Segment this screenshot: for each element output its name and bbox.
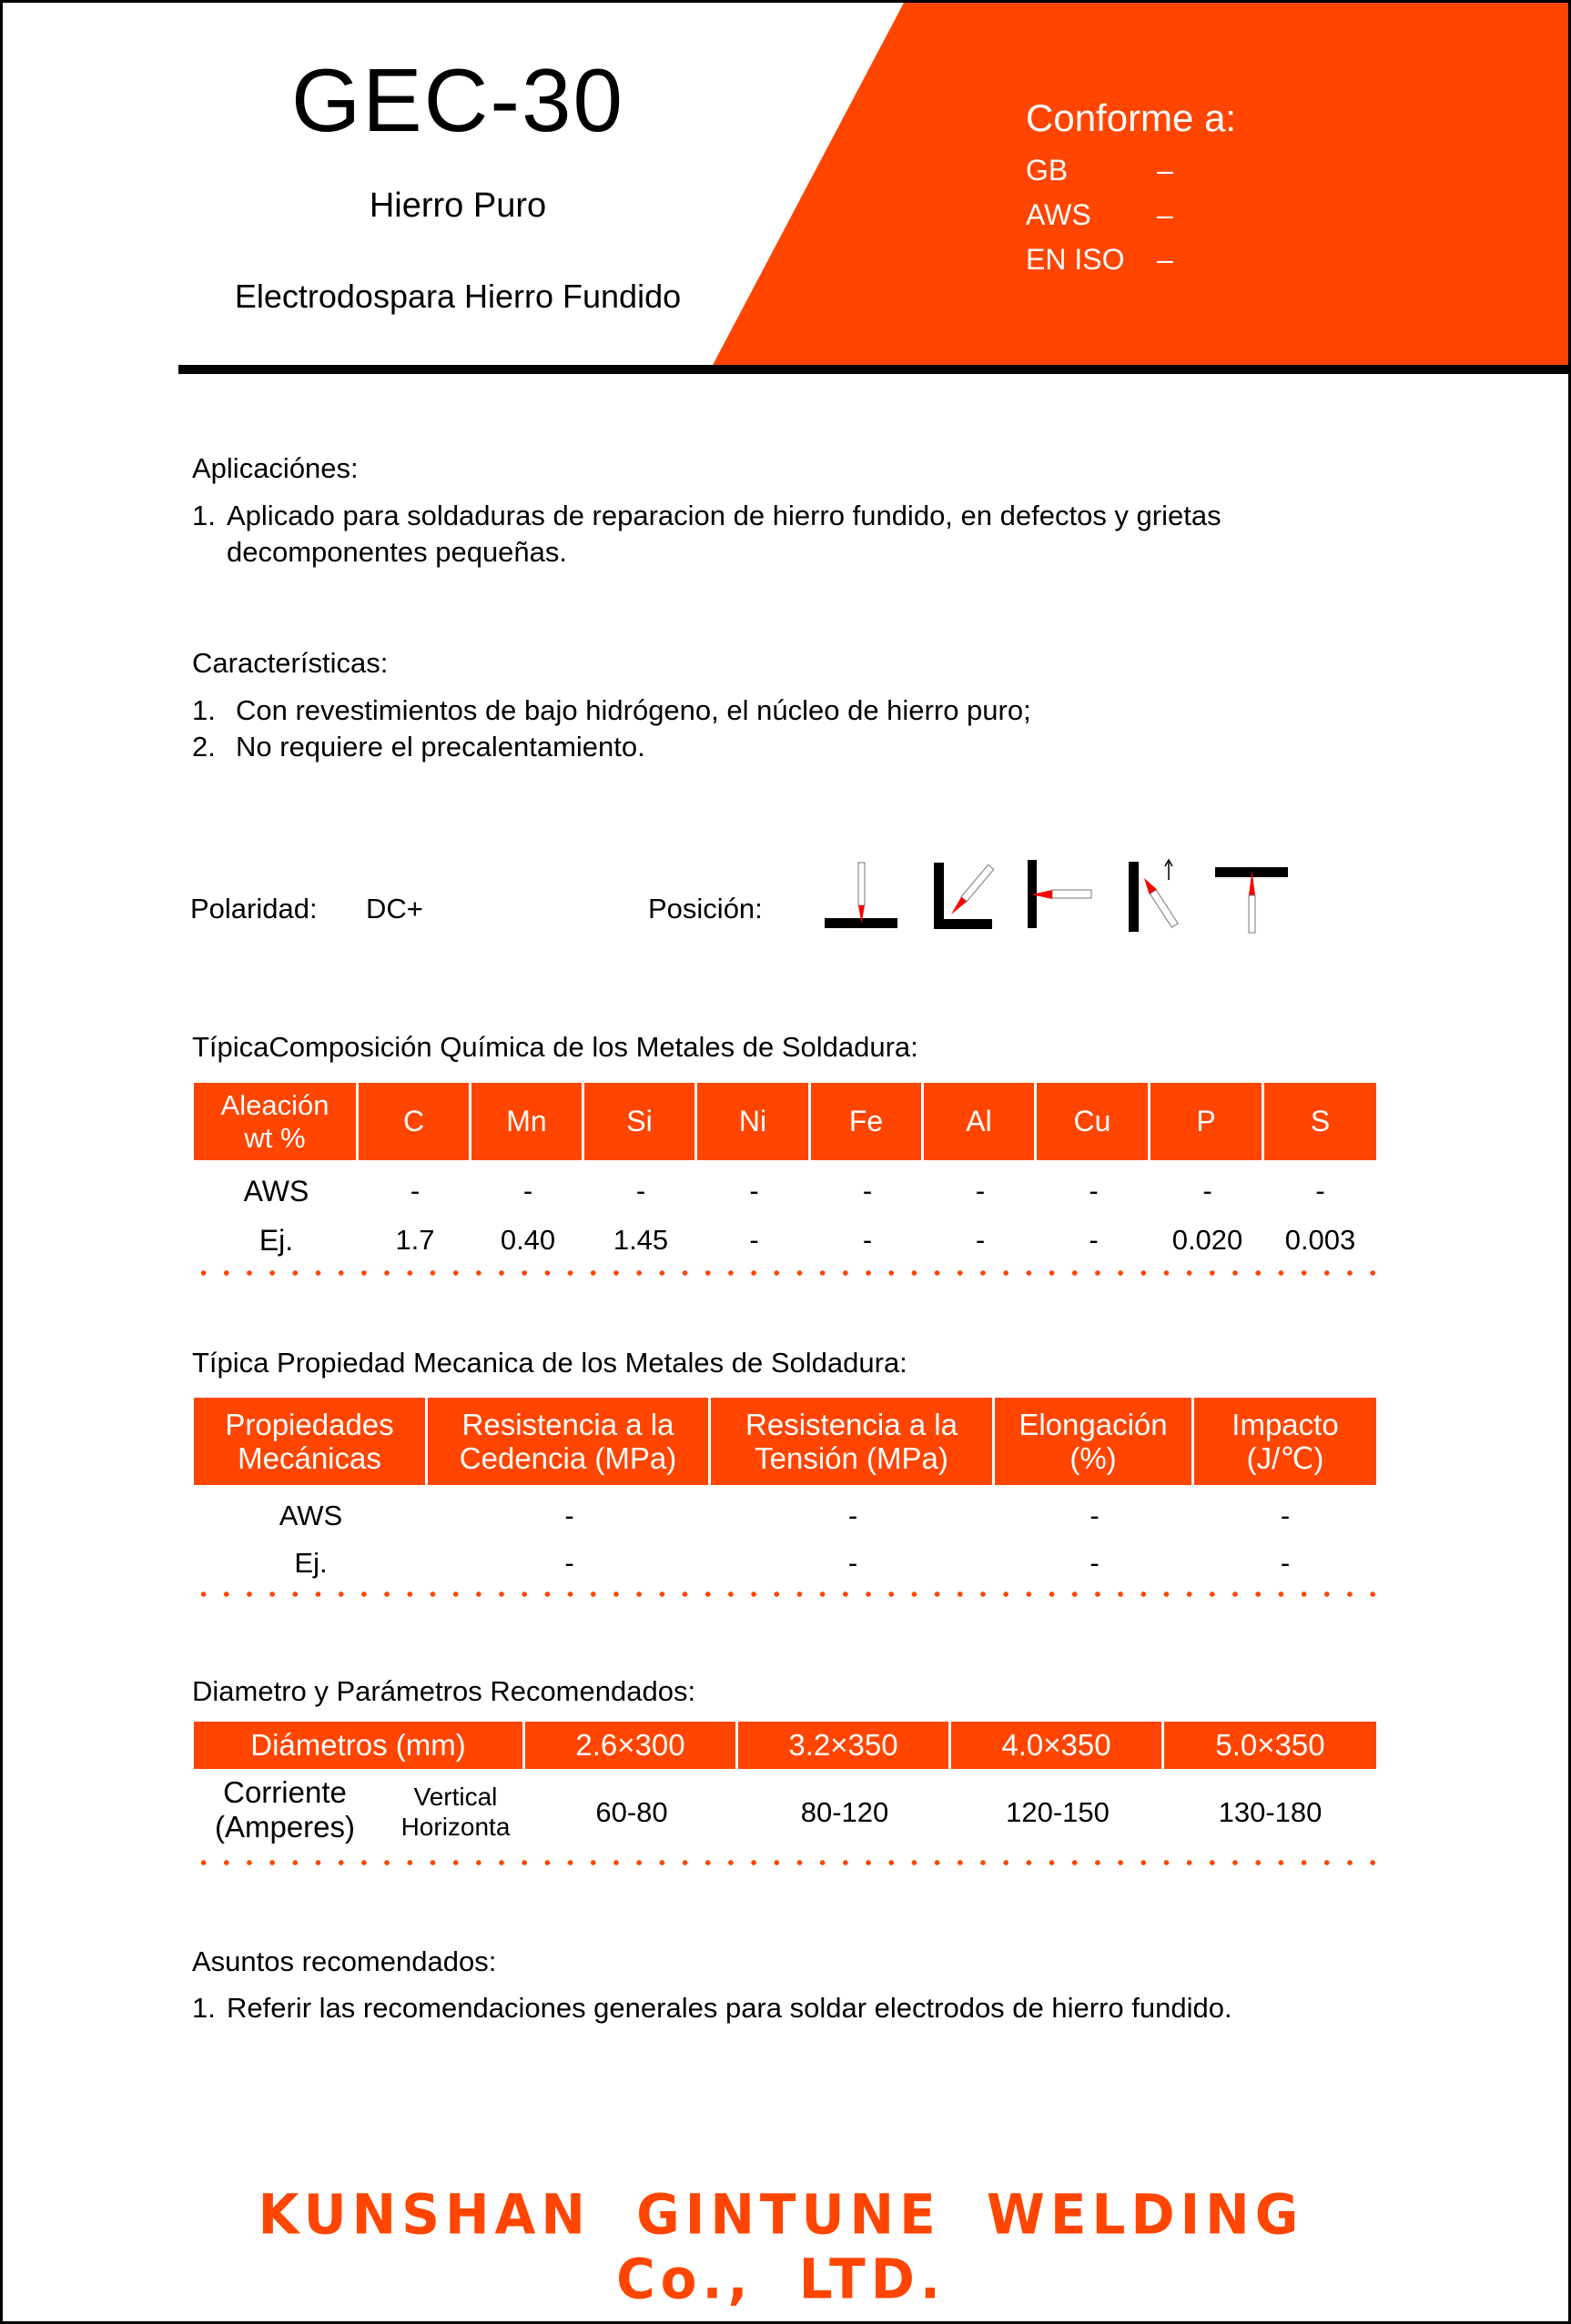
table-cell: - bbox=[522, 1175, 533, 1207]
column-header-element: Mn bbox=[471, 1083, 584, 1160]
column-header-element: Cu bbox=[1037, 1083, 1150, 1160]
table-cell: - bbox=[847, 1547, 858, 1579]
overhead-position-icon bbox=[1215, 867, 1288, 933]
column-header-element: C bbox=[359, 1083, 471, 1160]
dotted-separator bbox=[192, 1860, 1375, 1865]
table-cell: - bbox=[1090, 1500, 1100, 1531]
characteristics-item bbox=[192, 729, 645, 765]
table-cell: - bbox=[749, 1224, 759, 1256]
current-label bbox=[194, 1775, 376, 1844]
label-line: Horizonta bbox=[400, 1813, 511, 1841]
column-header-diameter: Diámetros (mm) bbox=[194, 1722, 525, 1769]
header-line: (J/℃) bbox=[1246, 1441, 1324, 1475]
conformity-row bbox=[1026, 241, 1173, 278]
table-cell: - bbox=[862, 1224, 873, 1256]
column-header-impact bbox=[1194, 1398, 1376, 1485]
header-line: Mecánicas bbox=[238, 1441, 381, 1475]
label-line: (Amperes) bbox=[214, 1810, 356, 1844]
standard-value: – bbox=[1157, 154, 1173, 187]
table-cell: - bbox=[749, 1175, 759, 1207]
standard-name: GB bbox=[1026, 154, 1069, 187]
table-cell: - bbox=[635, 1175, 646, 1207]
recommended-item bbox=[192, 1990, 1232, 2026]
column-header-tensile bbox=[711, 1398, 995, 1485]
column-header-elongation bbox=[995, 1398, 1194, 1485]
table-cell: - bbox=[847, 1500, 858, 1531]
column-header-element: S bbox=[1310, 1105, 1331, 1137]
standard-name: AWS bbox=[1026, 198, 1091, 231]
conformity-row bbox=[1026, 197, 1173, 233]
label-line: Corriente bbox=[223, 1775, 347, 1809]
product-subtitle: Hierro Puro bbox=[369, 187, 547, 225]
table-cell: - bbox=[1280, 1500, 1291, 1531]
row-label: AWS bbox=[279, 1500, 343, 1531]
item-text: Con revestimientos de bajo hidrógeno, el núcleo de hierro puro; bbox=[236, 694, 1031, 726]
item-number: 1. bbox=[192, 500, 216, 531]
header-line: Resistencia a la bbox=[745, 1408, 958, 1441]
header-line: Aleación bbox=[220, 1088, 329, 1121]
header-line: Resistencia a la bbox=[461, 1408, 674, 1441]
header-line: wt % bbox=[244, 1121, 306, 1154]
table-cell: - bbox=[1202, 1175, 1212, 1207]
dotted-separator bbox=[192, 1591, 1375, 1597]
item-number: 2. bbox=[192, 731, 216, 763]
applications-item-continuation: decomponentes pequeñas. bbox=[227, 536, 568, 568]
table-cell: 0.020 bbox=[1171, 1224, 1243, 1256]
product-code: GEC-30 bbox=[290, 50, 624, 150]
current-range: 80-120 bbox=[800, 1796, 889, 1828]
horizontal-fillet-position-icon bbox=[934, 863, 994, 929]
table-cell: - bbox=[564, 1500, 574, 1531]
position-sublabel bbox=[376, 1782, 535, 1842]
column-header-size: 5.0×350 bbox=[1215, 1728, 1325, 1762]
row-label: AWS bbox=[243, 1175, 309, 1207]
recommended-title: Asuntos recomendados: bbox=[192, 1945, 497, 1977]
position-label: Posición: bbox=[648, 893, 763, 925]
current-range: 60-80 bbox=[595, 1796, 668, 1828]
chemical-title: TípicaComposición Química de los Metales de Soldadura: bbox=[192, 1031, 918, 1063]
label-line: Vertical bbox=[413, 1783, 498, 1811]
column-header-alloy bbox=[194, 1083, 359, 1160]
table-cell: - bbox=[862, 1175, 873, 1207]
table-cell: - bbox=[410, 1175, 421, 1207]
chemical-table-header bbox=[194, 1083, 1376, 1160]
column-header-size: 2.6×300 bbox=[525, 1722, 738, 1769]
column-header-properties bbox=[194, 1398, 428, 1485]
column-header-element: Al bbox=[924, 1083, 1037, 1160]
item-number: 1. bbox=[192, 1992, 216, 2024]
current-range: 130-180 bbox=[1218, 1796, 1323, 1828]
row-label: Ej. bbox=[258, 1224, 294, 1257]
polarity-value: DC+ bbox=[366, 893, 423, 925]
mechanical-title: Típica Propiedad Mecanica de los Metales de Soldadura: bbox=[192, 1347, 907, 1379]
flat-position-icon bbox=[825, 863, 897, 928]
applications-item bbox=[192, 498, 1221, 534]
table-cell: - bbox=[1090, 1547, 1100, 1579]
standard-name: EN ISO bbox=[1026, 243, 1125, 276]
item-text: Aplicado para soldaduras de reparacion de hierro fundido, en defectos y grietas bbox=[227, 500, 1221, 531]
dotted-separator bbox=[192, 1270, 1375, 1276]
horizontal-position-icon bbox=[1028, 860, 1091, 928]
column-header-element: Ni bbox=[697, 1083, 811, 1160]
column-header-size: 4.0×350 bbox=[951, 1722, 1164, 1769]
company-name: KUNSHAN GINTUNE WELDING Co., LTD. bbox=[258, 2181, 1304, 2312]
column-header-element: Fe bbox=[811, 1083, 924, 1160]
current-range: 120-150 bbox=[1006, 1796, 1110, 1828]
header-line: Tensión (MPa) bbox=[755, 1441, 948, 1475]
vertical-up-position-icon bbox=[1129, 860, 1179, 932]
conformity-title: Conforme a: bbox=[1026, 96, 1237, 139]
polarity-label: Polaridad: bbox=[190, 893, 318, 925]
header-divider bbox=[178, 365, 1571, 374]
standard-value: – bbox=[1157, 198, 1173, 231]
diameter-table-header bbox=[194, 1722, 1376, 1769]
mechanical-table-header bbox=[194, 1398, 1376, 1485]
header-line: Cedencia (MPa) bbox=[459, 1441, 677, 1475]
header-line: Elongación bbox=[1019, 1408, 1168, 1441]
welding-positions bbox=[804, 840, 1313, 940]
product-description: Electrodospara Hierro Fundido bbox=[234, 278, 682, 315]
table-cell: 1.7 bbox=[395, 1224, 435, 1256]
standard-value: – bbox=[1157, 243, 1173, 276]
item-number: 1. bbox=[192, 694, 216, 726]
column-header-yield bbox=[428, 1398, 711, 1485]
characteristics-title: Características: bbox=[192, 647, 389, 679]
characteristics-item bbox=[192, 692, 1031, 729]
table-cell: 0.003 bbox=[1284, 1224, 1356, 1256]
item-text: No requiere el precalentamiento. bbox=[236, 731, 645, 763]
column-header-element: P bbox=[1150, 1083, 1264, 1160]
table-cell: - bbox=[1315, 1175, 1325, 1207]
header-line: Propiedades bbox=[225, 1408, 394, 1441]
table-cell: - bbox=[1089, 1175, 1099, 1207]
column-header-element: Si bbox=[584, 1083, 697, 1160]
table-cell: - bbox=[564, 1547, 574, 1579]
conformity-row bbox=[1026, 152, 1173, 188]
table-cell: - bbox=[1280, 1547, 1291, 1579]
diameter-title: Diametro y Parámetros Recomendados: bbox=[192, 1675, 696, 1707]
header-line: (%) bbox=[1069, 1441, 1117, 1475]
header-line: Impacto bbox=[1231, 1408, 1339, 1441]
table-cell: 1.45 bbox=[613, 1224, 669, 1256]
table-cell: - bbox=[975, 1224, 986, 1256]
applications-title: Aplicaciónes: bbox=[192, 452, 359, 484]
column-header-size: 3.2×350 bbox=[738, 1722, 951, 1769]
table-cell: - bbox=[1089, 1224, 1099, 1256]
table-cell: - bbox=[975, 1175, 986, 1207]
row-label: Ej. bbox=[294, 1547, 328, 1579]
table-cell: 0.40 bbox=[500, 1224, 556, 1256]
item-text: Referir las recomendaciones generales para soldar electrodos de hierro fundido. bbox=[227, 1992, 1232, 2024]
